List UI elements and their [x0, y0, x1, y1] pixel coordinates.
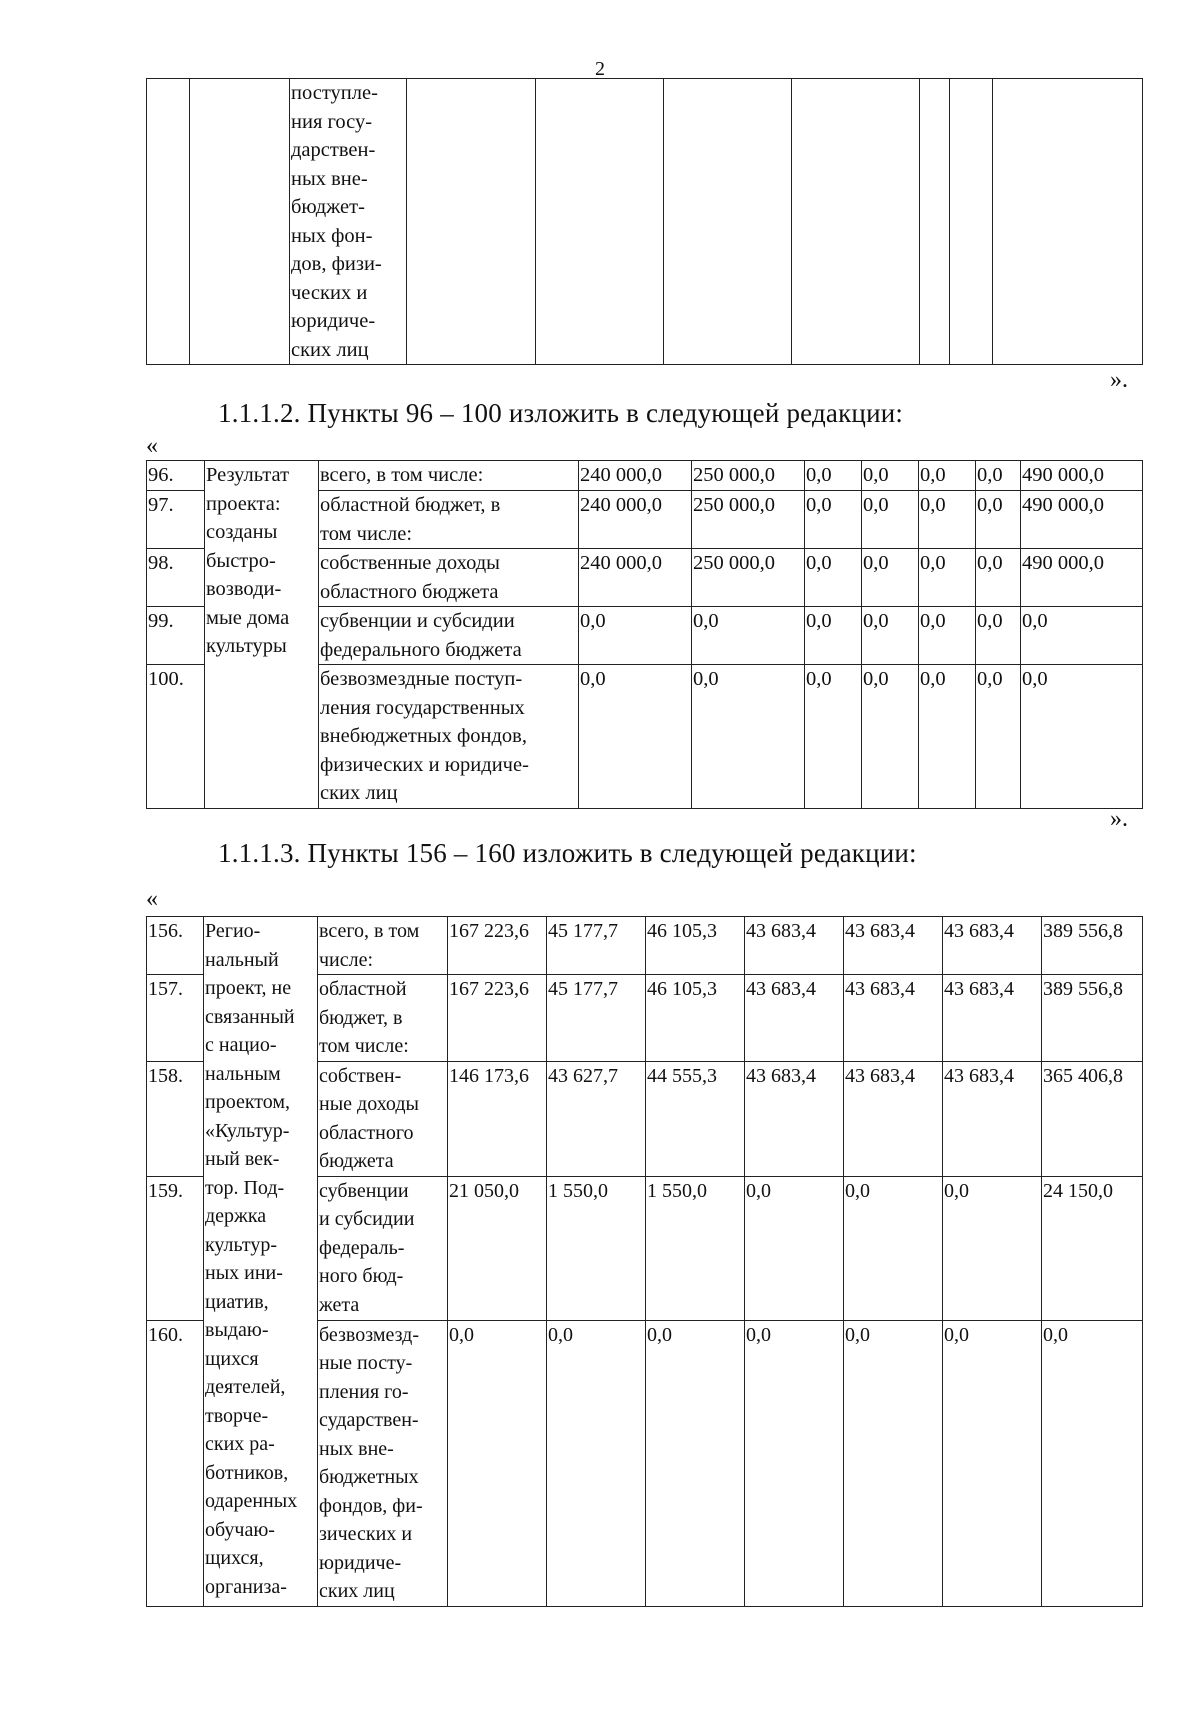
close-quote: ». [1110, 367, 1128, 393]
funding-source-label: субвенции и субсидии федераль- ного бюд- жета [318, 1176, 448, 1320]
value-cell: 43 683,4 [943, 917, 1042, 975]
value-cell: 0,0 [547, 1320, 646, 1606]
funding-source-label: собственные доходы областного бюджета [319, 549, 579, 607]
value-cell: 0,0 [1021, 665, 1143, 809]
empty-cell [190, 79, 290, 365]
value-cell: 43 683,4 [745, 975, 844, 1062]
value-cell: 389 556,8 [1042, 917, 1143, 975]
value-cell: 0,0 [919, 491, 976, 549]
empty-cell [993, 79, 1143, 365]
value-cell: 250 000,0 [692, 491, 805, 549]
value-cell: 490 000,0 [1021, 491, 1143, 549]
funding-source-label: безвозмезд- ные посту- пления го- сударствен- ных вне- бюджетных фондов, фи- зических и юридиче- ских лиц [318, 1320, 448, 1606]
value-cell: 0,0 [976, 665, 1021, 809]
value-cell: 0,0 [805, 607, 862, 665]
value-cell: 250 000,0 [692, 549, 805, 607]
funding-source-label: субвенции и субсидии федерального бюджета [319, 607, 579, 665]
row-number: 97. [147, 491, 205, 549]
value-cell: 0,0 [919, 549, 976, 607]
funding-source-label: областной бюджет, в том числе: [318, 975, 448, 1062]
value-cell: 240 000,0 [579, 491, 692, 549]
close-quote: ». [1110, 806, 1128, 832]
value-cell: 0,0 [976, 549, 1021, 607]
value-cell: 0,0 [448, 1320, 547, 1606]
row-number: 157. [147, 975, 204, 1062]
page-number: 2 [595, 58, 605, 80]
value-cell: 0,0 [805, 665, 862, 809]
table-row [147, 461, 1143, 491]
value-cell: 0,0 [976, 607, 1021, 665]
section-heading-156-160: 1.1.1.3. Пункты 156 – 160 изложить в следующей редакции: [218, 838, 917, 868]
value-cell: 43 683,4 [844, 1061, 943, 1176]
funding-source-label: всего, в том числе: [319, 461, 579, 491]
value-cell: 43 683,4 [745, 917, 844, 975]
value-cell: 240 000,0 [579, 549, 692, 607]
value-cell: 43 683,4 [943, 1061, 1042, 1176]
row-number: 156. [147, 917, 204, 975]
value-cell: 24 150,0 [1042, 1176, 1143, 1320]
value-cell: 389 556,8 [1042, 975, 1143, 1062]
table-row [147, 917, 1143, 975]
value-cell: 0,0 [745, 1176, 844, 1320]
value-cell: 0,0 [692, 607, 805, 665]
value-cell: 21 050,0 [448, 1176, 547, 1320]
value-cell: 167 223,6 [448, 975, 547, 1062]
value-cell: 0,0 [862, 607, 919, 665]
row-number: 158. [147, 1061, 204, 1176]
value-cell: 167 223,6 [448, 917, 547, 975]
value-cell: 365 406,8 [1042, 1061, 1143, 1176]
empty-cell [950, 79, 993, 365]
value-cell: 44 555,3 [646, 1061, 745, 1176]
value-cell: 0,0 [976, 461, 1021, 491]
value-cell: 1 550,0 [547, 1176, 646, 1320]
items-156-160-table [146, 916, 1143, 1607]
funding-source-label: областной бюджет, в том числе: [319, 491, 579, 549]
row-number: 96. [147, 461, 205, 491]
value-cell: 0,0 [862, 549, 919, 607]
value-cell: 43 683,4 [844, 975, 943, 1062]
value-cell: 0,0 [745, 1320, 844, 1606]
value-cell: 43 683,4 [745, 1061, 844, 1176]
empty-cell [792, 79, 920, 365]
value-cell: 0,0 [844, 1176, 943, 1320]
value-cell: 0,0 [919, 607, 976, 665]
value-cell: 490 000,0 [1021, 549, 1143, 607]
value-cell: 0,0 [862, 491, 919, 549]
section-heading-96-100: 1.1.1.2. Пункты 96 – 100 изложить в следующей редакции: [218, 398, 904, 428]
value-cell: 0,0 [943, 1320, 1042, 1606]
value-cell: 0,0 [805, 491, 862, 549]
value-cell: 0,0 [844, 1320, 943, 1606]
row-number: 159. [147, 1176, 204, 1320]
value-cell: 46 105,3 [646, 975, 745, 1062]
value-cell: 1 550,0 [646, 1176, 745, 1320]
continuation-table [146, 78, 1143, 365]
row-number: 100. [147, 665, 205, 809]
value-cell: 0,0 [976, 491, 1021, 549]
empty-cell [407, 79, 536, 365]
funding-source-label: собствен- ные доходы областного бюджета [318, 1061, 448, 1176]
row-number: 98. [147, 549, 205, 607]
value-cell: 43 683,4 [844, 917, 943, 975]
value-cell: 43 627,7 [547, 1061, 646, 1176]
items-96-100-table [146, 460, 1143, 809]
value-cell: 0,0 [943, 1176, 1042, 1320]
value-cell: 43 683,4 [943, 975, 1042, 1062]
row-number: 160. [147, 1320, 204, 1606]
value-cell: 0,0 [579, 607, 692, 665]
value-cell: 0,0 [805, 549, 862, 607]
open-quote: « [146, 886, 158, 912]
value-cell: 0,0 [1042, 1320, 1143, 1606]
open-quote: « [146, 433, 158, 459]
value-cell: 0,0 [579, 665, 692, 809]
value-cell: 0,0 [919, 665, 976, 809]
empty-cell [664, 79, 792, 365]
value-cell: 490 000,0 [1021, 461, 1143, 491]
value-cell: 0,0 [805, 461, 862, 491]
funding-source-label: безвозмездные поступ- ления государственных внебюджетных фондов, физических и юридиче- ских лиц [319, 665, 579, 809]
value-cell: 0,0 [919, 461, 976, 491]
value-cell: 240 000,0 [579, 461, 692, 491]
value-cell: 0,0 [862, 665, 919, 809]
continuation-text-cell: поступле- ния госу- дарствен- ных вне- бюджет- ных фон- дов, физи- ческих и юридиче- ских лиц [290, 79, 407, 365]
project-name-cell: Регио- нальный проект, не связанный с нацио- нальным проектом, «Культур- ный век- тор. Под- держка культур- ных ини- циатив, выдаю- щихся деятелей, творче- ских ра- ботников, одаренных обучаю- щихся, организа- [204, 917, 318, 1607]
value-cell: 45 177,7 [547, 975, 646, 1062]
value-cell: 0,0 [862, 461, 919, 491]
value-cell: 0,0 [692, 665, 805, 809]
row-number: 99. [147, 607, 205, 665]
funding-source-label: всего, в том числе: [318, 917, 448, 975]
value-cell: 250 000,0 [692, 461, 805, 491]
value-cell: 46 105,3 [646, 917, 745, 975]
empty-cell [920, 79, 950, 365]
empty-cell [536, 79, 664, 365]
project-name-cell: Результат проекта: созданы быстро- возводи- мые дома культуры [205, 461, 319, 809]
empty-cell [147, 79, 190, 365]
value-cell: 0,0 [1021, 607, 1143, 665]
value-cell: 146 173,6 [448, 1061, 547, 1176]
value-cell: 45 177,7 [547, 917, 646, 975]
value-cell: 0,0 [646, 1320, 745, 1606]
